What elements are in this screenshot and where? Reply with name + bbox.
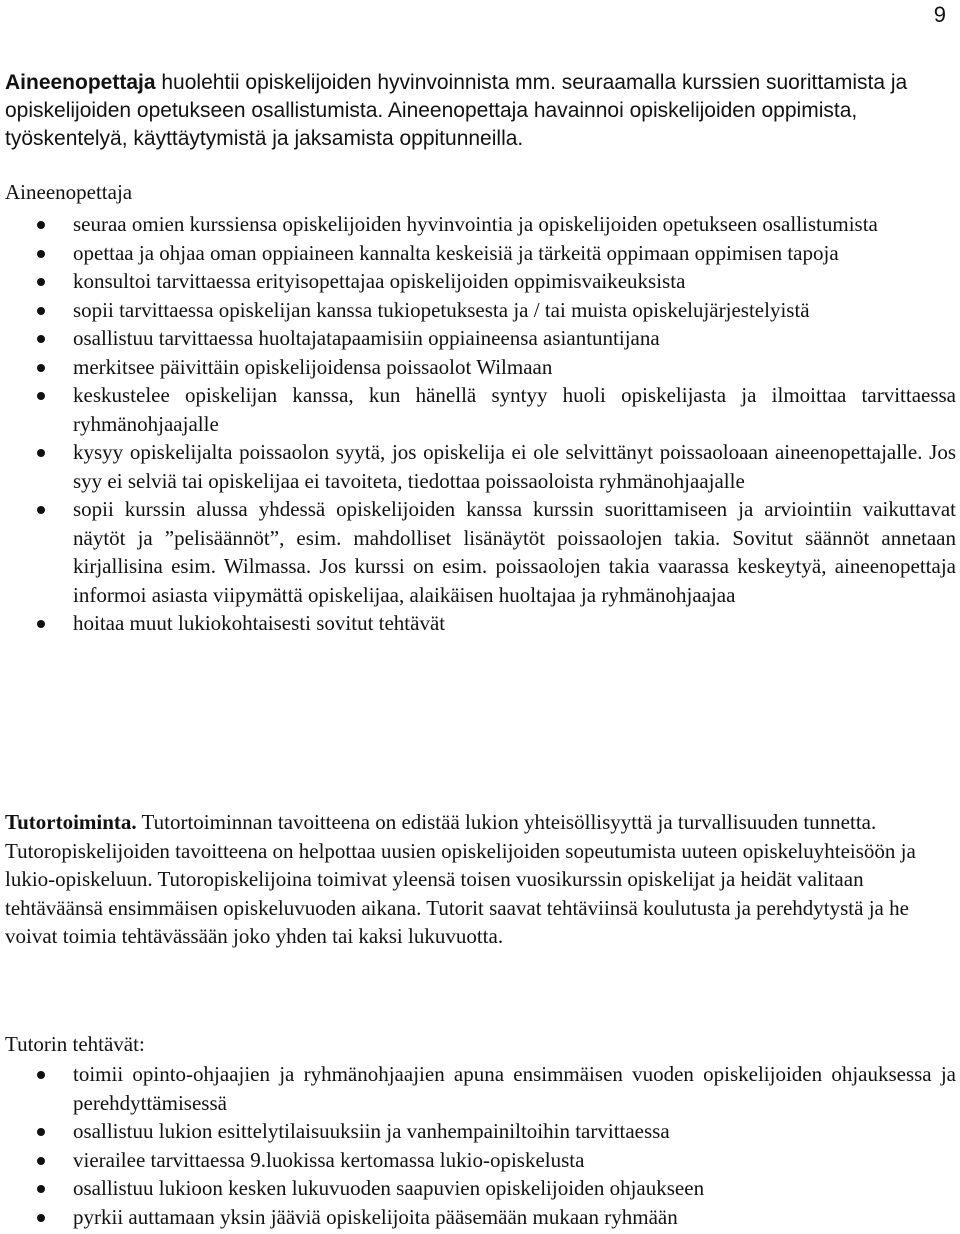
bullet-icon	[37, 620, 45, 628]
list-item-text: vierailee tarvittaessa 9.luokissa kertomassa lukio-opiskelusta	[73, 1147, 585, 1172]
list-item-text: osallistuu lukion esittelytilaisuuksiin ja vanhempainiltoihin tarvittaessa	[73, 1119, 670, 1143]
bullet-icon	[37, 221, 45, 229]
list-item-text: hoitaa muut lukiokohtaisesti sovitut tehtävät	[73, 611, 446, 635]
list-item-text: kysyy opiskelijalta poissaolon syytä, jos opiskelija ei ole selvittänyt poissaoloaan aineenopettajalle. Jos syy ei selviä tai opiskelijaa ei tavoiteta, tiedottaa poissaoloista ryhmänohjaajalle	[73, 440, 956, 493]
list-item	[0, 609, 956, 638]
list-item	[0, 495, 956, 609]
list-item	[0, 210, 956, 239]
list-item	[0, 296, 956, 325]
bullet-icon	[37, 307, 45, 315]
list-item	[0, 267, 956, 296]
tutor-bold-term: Tutortoiminta.	[5, 810, 137, 834]
list-item-text: opettaa ja ohjaa oman oppiaineen kannalta keskeisiä ja tärkeitä oppimaan oppimisen tapoja	[73, 240, 839, 265]
list-item-text: merkitsee päivittäin opiskelijoidensa poissaolot Wilmaan	[73, 354, 553, 379]
bullet-icon	[37, 278, 45, 286]
bullet-icon	[37, 1071, 45, 1079]
list-item	[0, 353, 956, 382]
list-item	[0, 1146, 956, 1175]
list-item	[0, 438, 956, 495]
list-item-text: sopii kurssin alussa yhdessä opiskelijoiden kanssa kurssin suorittamiseen ja arviointiin vaikuttavat näytöt ja ”pelisäännöt”, esim. mahdolliset lisänäytöt poissaolojen takia. Sovitut säännöt annetaan kirjallisina esim. Wilmassa. Jos kurssi on esim. poissaolojen takia vaarassa keskeytyä, aineenopettaja informoi asiasta viipymättä opiskelijaa, alaikäisen huoltajaa ja ryhmänohjaajaa	[73, 497, 956, 607]
intro-text: huolehtii opiskelijoiden hyvinvoinnista mm. seuraamalla kurssien suorittamista ja opiskelijoiden opetukseen osallistumista. Aineenopettaja havainnoi opiskelijoiden oppimista, työskentelyä, käyttäytymistä ja jaksamista oppitunneilla.	[5, 71, 908, 150]
list-item	[0, 239, 956, 268]
intro-bold-term: Aineenopettaja	[5, 71, 156, 94]
list-item-text: pyrkii auttamaan yksin jääviä opiskelijoita pääsemään mukaan ryhmään	[73, 1204, 678, 1229]
list-item-text: konsultoi tarvittaessa erityisopettajaa opiskelijoiden oppimisvaikeuksista	[73, 269, 686, 293]
bullet-icon	[37, 506, 45, 514]
list-item-text: osallistuu tarvittaessa huoltajatapaamisiin oppiaineensa asiantuntijana	[73, 326, 660, 350]
intro-paragraph	[5, 69, 935, 153]
bullet-icon	[37, 1157, 45, 1165]
bullet-icon	[37, 449, 45, 457]
list-item	[0, 324, 956, 353]
list-item-text: osallistuu lukioon kesken lukuvuoden saapuvien opiskelijoiden ohjaukseen	[73, 1176, 705, 1200]
list-item-text: toimii opinto-ohjaajien ja ryhmänohjaajien apuna ensimmäisen vuoden opiskelijoiden ohjauksessa ja perehdyttämisessä	[73, 1062, 956, 1115]
bullet-icon	[37, 1214, 45, 1222]
bullet-icon	[37, 1185, 45, 1193]
list-item	[0, 1060, 956, 1117]
list-item-text: sopii tarvittaessa opiskelijan kanssa tukiopetuksesta ja / tai muista opiskelujärjestelyistä	[73, 297, 810, 322]
bullet-icon	[37, 250, 45, 258]
teacher-task-list	[0, 210, 956, 638]
bullet-icon	[37, 1128, 45, 1136]
list-item	[0, 1203, 956, 1232]
list-item-text: keskustelee opiskelijan kanssa, kun hänellä syntyy huoli opiskelijasta ja ilmoittaa tarvittaessa ryhmänohjaajalle	[73, 383, 956, 436]
list-item	[0, 1117, 956, 1146]
bullet-icon	[37, 364, 45, 372]
tutor-paragraph	[5, 808, 940, 951]
bullet-icon	[37, 392, 45, 400]
teacher-section-label: Aineenopettaja	[5, 180, 133, 204]
list-item-text: seuraa omien kurssiensa opiskelijoiden hyvinvointia ja opiskelijoiden opetukseen osallistumista	[73, 212, 878, 236]
list-item	[0, 1174, 956, 1203]
tutor-task-list	[0, 1060, 956, 1231]
tutor-tasks-label: Tutorin tehtävät:	[5, 1032, 145, 1056]
tutor-text: Tutortoiminnan tavoitteena on edistää lukion yhteisöllisyyttä ja turvallisuuden tunnetta. Tutoropiskelijoiden tavoitteena on helpottaa uusien opiskelijoiden sopeutumista uuteen opiskeluyhteisöön ja lukio-opiskeluun. Tutoropiskelijoina toimivat yleensä toisen vuosikurssin opiskelijat ja heidät valitaan tehtäväänsä ensimmäisen opiskeluvuoden aikana. Tutorit saavat tehtäviinsä koulutusta ja perehdytystä ja he voivat toimia tehtävässään joko yhden tai kaksi lukuvuotta.	[5, 810, 916, 948]
list-item	[0, 381, 956, 438]
page-number: 9	[933, 2, 946, 27]
bullet-icon	[37, 335, 45, 343]
